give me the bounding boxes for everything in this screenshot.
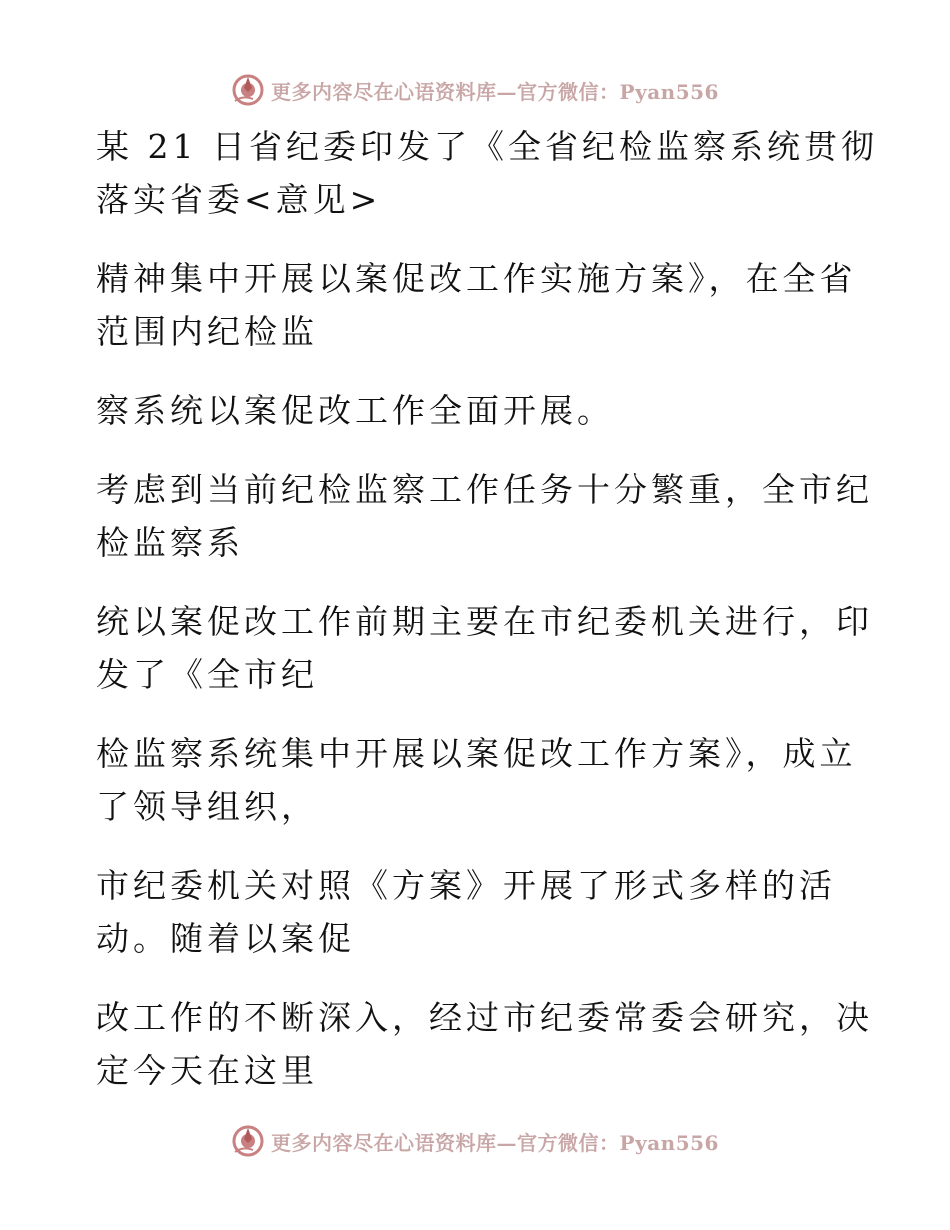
document-body: [96, 120, 878, 1123]
text-line: 发了《全市纪: [96, 655, 318, 694]
text-line: 察系统以案促改工作全面开展。: [96, 391, 614, 430]
text-line: 市纪委机关对照《方案》开展了形式多样的活: [96, 866, 836, 905]
paragraph: [96, 384, 831, 437]
text-line: 某 21 日省纪委印发了《全省纪检监察系统贯彻: [96, 127, 878, 166]
text-line: 改工作的不断深入，经过市纪委常委会研究，决: [96, 998, 873, 1037]
text-line: 定今天在这里: [96, 1051, 318, 1090]
text-line: 统以案促改工作前期主要在市纪委机关进行，印: [96, 602, 873, 641]
text-line: 落实省委<意见>: [96, 180, 382, 219]
text-line: 精神集中开展以案促改工作实施方案》，在全省: [96, 259, 857, 298]
text-line: 动。随着以案促: [96, 919, 355, 958]
header-banner-text: 更多内容尽在心语资料库—官方微信：Pyan556: [271, 79, 719, 104]
text-line: 检监察系统集中开展以案促改工作方案》，成立: [96, 734, 857, 773]
footer-banner-text: 更多内容尽在心语资料库—官方微信：Pyan556: [271, 1130, 719, 1155]
pen-nib-logo-icon: [231, 73, 265, 107]
paragraph: [96, 595, 873, 701]
paragraph: [96, 463, 873, 569]
text-line: 考虑到当前纪检监察工作任务十分繁重，全市纪: [96, 470, 873, 509]
paragraph: [96, 727, 857, 833]
footer-banner: [0, 1121, 950, 1161]
paragraph: [96, 991, 873, 1097]
paragraph: [96, 120, 878, 226]
text-line: 了领导组织，: [96, 787, 318, 826]
paragraph: [96, 252, 857, 358]
paragraph: [96, 859, 836, 965]
text-line: 检监察系: [96, 523, 244, 562]
text-line: 范围内纪检监: [96, 312, 318, 351]
header-banner: [0, 70, 950, 110]
pen-nib-logo-icon: [231, 1124, 265, 1158]
